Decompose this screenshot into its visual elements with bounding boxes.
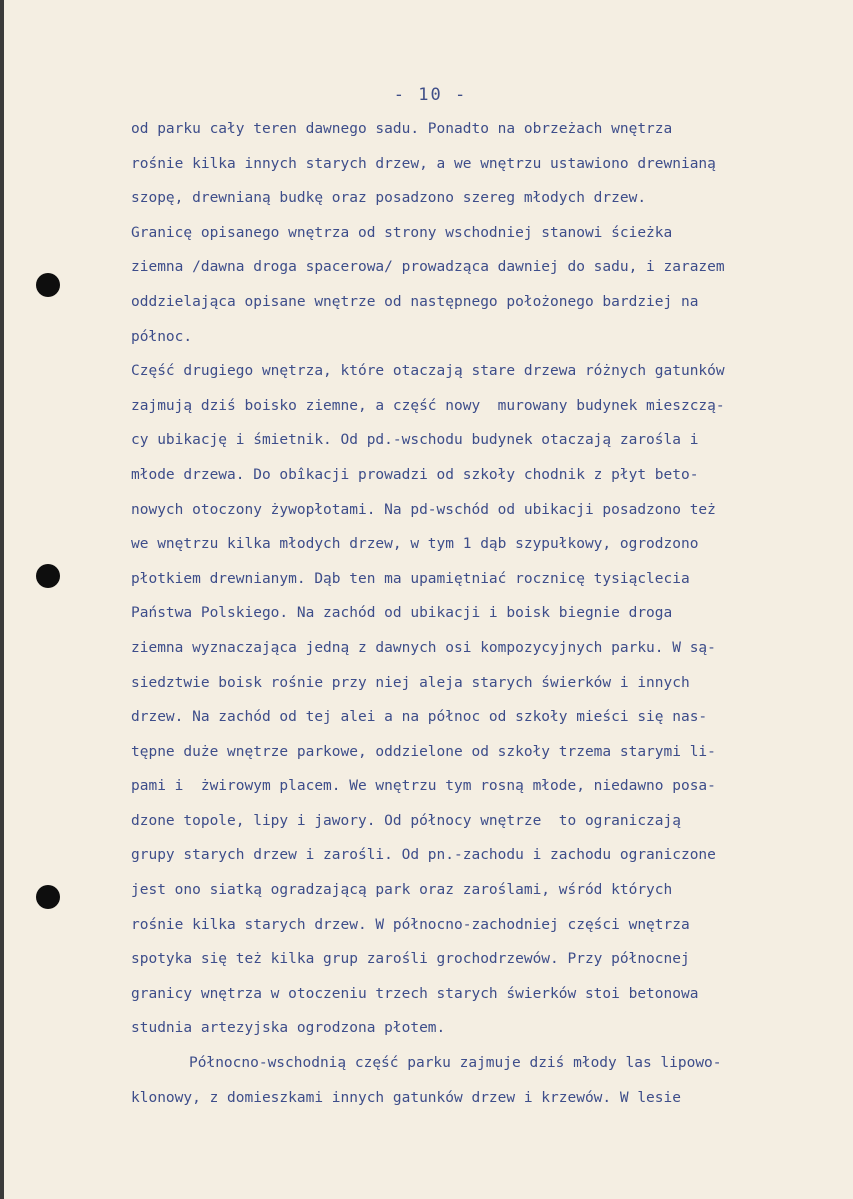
punch-hole-bottom bbox=[36, 885, 60, 909]
typed-text-body bbox=[131, 112, 831, 1115]
punch-hole-middle bbox=[36, 564, 60, 588]
text-line: spotyka się też kilka grup zarośli grochodrzewów. Przy północnej bbox=[131, 951, 690, 968]
text-line: cy ubikację i śmietnik. Od pd.-wschodu budynek otaczają zarośla i bbox=[131, 432, 699, 449]
text-line: od parku cały teren dawnego sadu. Ponadto na obrzeżach wnętrza bbox=[131, 121, 673, 137]
text-line: płotkiem drewnianym. Dąb ten ma upamiętniać rocznicę tysiąclecia bbox=[131, 570, 690, 587]
text-line: siedztwie boisk rośnie przy niej aleja starych świerków i innych bbox=[131, 674, 690, 691]
punch-hole-top bbox=[36, 273, 60, 297]
text-line: Państwa Polskiego. Na zachód od ubikacji i boisk biegnie droga bbox=[131, 605, 673, 622]
text-line: zajmują dziś boisko ziemne, a część nowy murowany budynek mieszczą- bbox=[131, 397, 725, 414]
text-line-indented: Północno-wschodnią część parku zajmuje dziś młody las lipowo- bbox=[189, 1055, 722, 1072]
text-line: oddzielająca opisane wnętrze od następnego położonego bardziej na bbox=[131, 293, 699, 310]
text-line: nowych otoczony żywopłotami. Na pd-wschód od ubikacji posadzono też bbox=[131, 501, 716, 518]
text-line: tępne duże wnętrze parkowe, oddzielone od szkoły trzema starymi li- bbox=[131, 743, 716, 760]
text-line: północ. bbox=[131, 328, 193, 345]
text-line: ziemna wyznaczająca jedną z dawnych osi kompozycyjnych parku. W są- bbox=[131, 639, 716, 656]
text-line: rośnie kilka starych drzew. W północno-zachodniej części wnętrza bbox=[131, 916, 690, 933]
text-line: młode drzewa. Do obîkacji prowadzi od szkoły chodnik z płyt beto- bbox=[131, 466, 699, 483]
text-line: ziemna /dawna droga spacerowa/ prowadząca dawniej do sadu, i zarazem bbox=[131, 259, 725, 276]
text-line: Granicę opisanego wnętrza od strony wschodniej stanowi ścieżka bbox=[131, 224, 673, 241]
text-line: szopę, drewnianą budkę oraz posadzono szereg młodych drzew. bbox=[131, 190, 647, 207]
text-line: dzone topole, lipy i jawory. Od północy wnętrze to ograniczają bbox=[131, 812, 681, 829]
text-line: pami i żwirowym placem. We wnętrzu tym rosną młode, niedawno posa- bbox=[131, 778, 716, 795]
text-line: rośnie kilka innych starych drzew, a we wnętrzu ustawiono drewnianą bbox=[131, 155, 716, 172]
text-line: klonowy, z domieszkami innych gatunków drzew i krzewów. W lesie bbox=[131, 1089, 681, 1106]
text-line: studnia artezyjska ogrodzona płotem. bbox=[131, 1020, 446, 1037]
page-number: - 10 - bbox=[393, 85, 468, 105]
text-line: Część drugiego wnętrza, które otaczają stare drzewa różnych gatunków bbox=[131, 363, 725, 380]
text-line: we wnętrzu kilka młodych drzew, w tym 1 dąb szypułkowy, ogrodzono bbox=[131, 536, 699, 553]
text-line: granicy wnętrza w otoczeniu trzech starych świerków stoi betonowa bbox=[131, 985, 699, 1002]
text-line: jest ono siatką ogradzającą park oraz zaroślami, wśród których bbox=[131, 882, 673, 899]
text-line: grupy starych drzew i zarośli. Od pn.-zachodu i zachodu ograniczone bbox=[131, 847, 716, 864]
text-line: drzew. Na zachód od tej alei a na północ od szkoły mieści się nas- bbox=[131, 709, 708, 726]
